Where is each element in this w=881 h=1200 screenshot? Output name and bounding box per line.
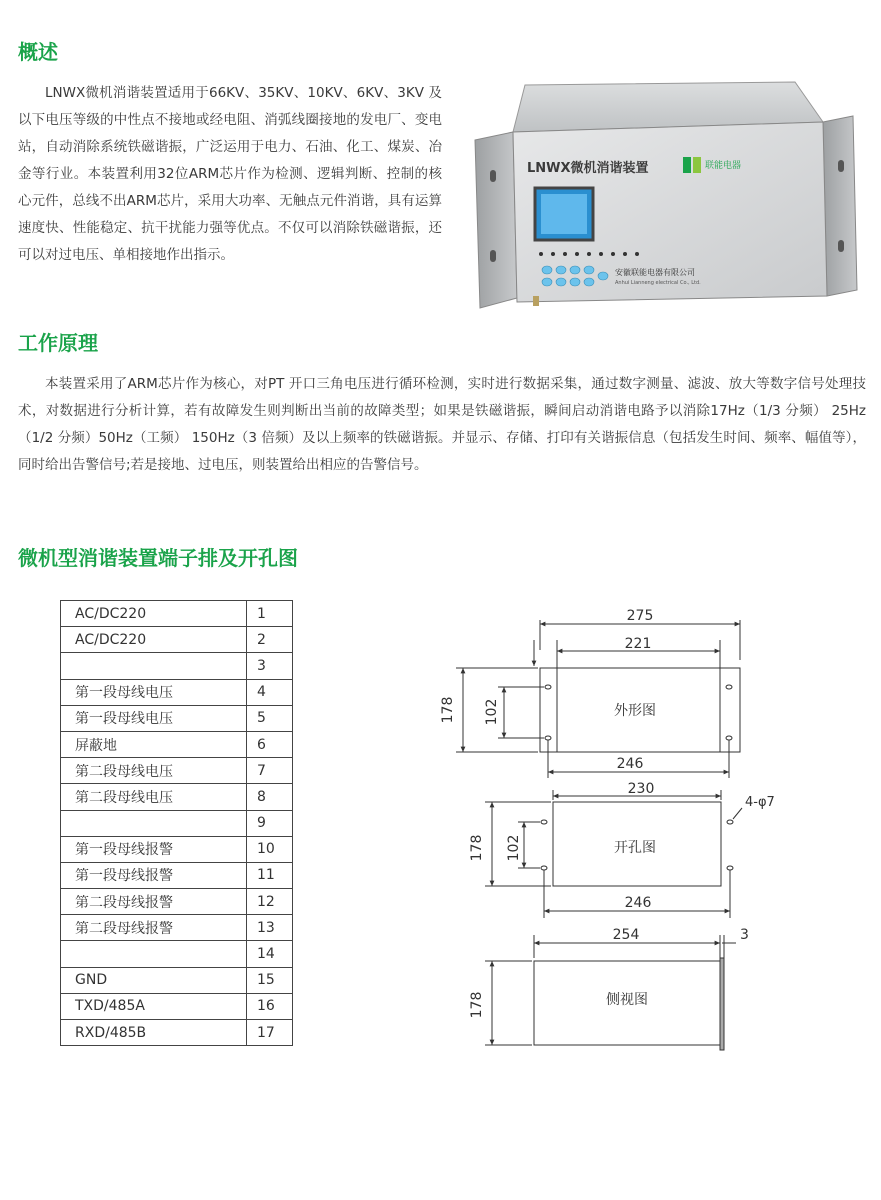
side-panel: 3 (740, 927, 749, 943)
terminal-name-cell: AC/DC220 (61, 627, 247, 653)
terminal-number-cell: 7 (247, 758, 293, 784)
outline-height: 178 (440, 696, 456, 724)
table-row (61, 915, 293, 941)
table-row (61, 679, 293, 705)
device-company-en: Anhui Lianneng electrical Co., Ltd. (615, 280, 701, 286)
table-row (61, 889, 293, 915)
table-row (61, 758, 293, 784)
side-view (469, 927, 749, 1050)
terminal-number-cell: 1 (247, 601, 293, 627)
terminal-number-cell: 16 (247, 993, 293, 1019)
outline-view (440, 608, 740, 778)
cutout-height: 178 (469, 834, 485, 862)
outline-width-total: 275 (626, 608, 654, 624)
terminal-name-cell (61, 941, 247, 967)
terminal-number-cell: 14 (247, 941, 293, 967)
terminal-name-cell (61, 810, 247, 836)
terminal-number-cell: 4 (247, 679, 293, 705)
terminal-number-cell: 15 (247, 967, 293, 993)
terminal-name-cell: 第二段母线报警 (61, 915, 247, 941)
terminal-name-cell: RXD/485B (61, 1020, 247, 1046)
table-row (61, 810, 293, 836)
table-row (61, 601, 293, 627)
terminal-name-cell: AC/DC220 (61, 601, 247, 627)
terminal-number-cell: 8 (247, 784, 293, 810)
side-height: 178 (469, 991, 485, 1019)
table-row (61, 731, 293, 757)
terminal-name-cell: 第一段母线报警 (61, 836, 247, 862)
outline-width-bottom: 246 (616, 756, 644, 772)
terminal-heading: 微机型消谐装置端子排及开孔图 (18, 546, 298, 570)
table-row (61, 705, 293, 731)
outline-width-inner: 221 (624, 636, 652, 652)
terminal-number-cell: 10 (247, 836, 293, 862)
terminal-name-cell (61, 653, 247, 679)
table-row (61, 941, 293, 967)
side-label: 侧视图 (606, 992, 648, 1008)
terminal-name-cell: GND (61, 967, 247, 993)
cutout-view (469, 781, 775, 918)
terminal-name-cell: 第一段母线报警 (61, 862, 247, 888)
terminal-name-cell: 第一段母线电压 (61, 705, 247, 731)
terminal-number-cell: 3 (247, 653, 293, 679)
terminal-number-cell: 2 (247, 627, 293, 653)
table-row (61, 836, 293, 862)
device-product-label: LNWX微机消谐装置 (527, 161, 649, 176)
terminal-number-cell: 11 (247, 862, 293, 888)
table-row (61, 784, 293, 810)
table-row (61, 627, 293, 653)
terminal-name-cell: 第二段母线报警 (61, 889, 247, 915)
outline-hole-spacing: 102 (484, 698, 500, 726)
terminal-name-cell: 第一段母线电压 (61, 679, 247, 705)
device-photo (455, 70, 870, 315)
terminal-number-cell: 13 (247, 915, 293, 941)
terminal-name-cell: 第二段母线电压 (61, 758, 247, 784)
cutout-hole-spacing: 102 (506, 834, 522, 862)
terminal-number-cell: 17 (247, 1020, 293, 1046)
overview-paragraph: LNWX微机消谐装置适用于66KV、35KV、10KV、6KV、3KV 及以下电压等级的中性点不接地或经电阻、消弧线圈接地的发电厂、变电站，自动消除系统铁磁谐振，广泛运用于电力、石油、化工、煤炭、冶金等行业。本装置利用32位ARM芯片作为检测、逻辑判断、控制的核心元件，总线不出ARM芯片，采用大功率、无触点元件消谐，具有运算速度快、性能稳定、抗干扰能力强等优点。不仅可以消除铁磁谐振，还可以对过电压、单相接地作出指示。 (18, 85, 442, 263)
table-row (61, 1020, 293, 1046)
terminal-table (60, 600, 293, 1046)
cutout-label: 开孔图 (614, 840, 656, 856)
terminal-name-cell: 第二段母线电压 (61, 784, 247, 810)
table-row (61, 653, 293, 679)
principle-paragraph: 本装置采用了ARM芯片作为核心，对PT 开口三角电压进行循环检测，实时进行数据采集，通过数字测量、滤波、放大等数字信号处理技术，对数据进行分析计算，若有故障发生则判断出当前的故障类型；如果是铁磁谐振，瞬间启动消谐电路予以消除17Hz（1/3 分频） 25Hz（1/2 分频）50Hz（工频） 150Hz（3 倍频）及以上频率的铁磁谐振。并显示、存储、打印有关谐振信息（包括发生时间、频率、幅值等），同时给出告警信号;若是接地、过电压，则装置给出相应的告警信号。 (18, 376, 866, 473)
terminal-number-cell: 5 (247, 705, 293, 731)
cutout-width-top: 230 (627, 781, 655, 797)
device-company-cn: 安徽联能电器有限公司 (615, 268, 695, 277)
terminal-name-cell: TXD/485A (61, 993, 247, 1019)
terminal-name-cell: 屏蔽地 (61, 731, 247, 757)
overview-heading: 概述 (18, 40, 58, 64)
terminal-number-cell: 9 (247, 810, 293, 836)
table-row (61, 993, 293, 1019)
cutout-width-bottom: 246 (624, 895, 652, 911)
principle-heading: 工作原理 (18, 331, 98, 355)
terminal-number-cell: 12 (247, 889, 293, 915)
table-row (61, 967, 293, 993)
side-depth: 254 (612, 927, 640, 943)
outline-label: 外形图 (614, 703, 656, 719)
device-brand-name: 联能电器 (705, 161, 742, 171)
cutout-hole-note: 4-φ7 (745, 795, 775, 810)
table-row (61, 862, 293, 888)
terminal-number-cell: 6 (247, 731, 293, 757)
dimension-drawings (430, 600, 870, 1060)
